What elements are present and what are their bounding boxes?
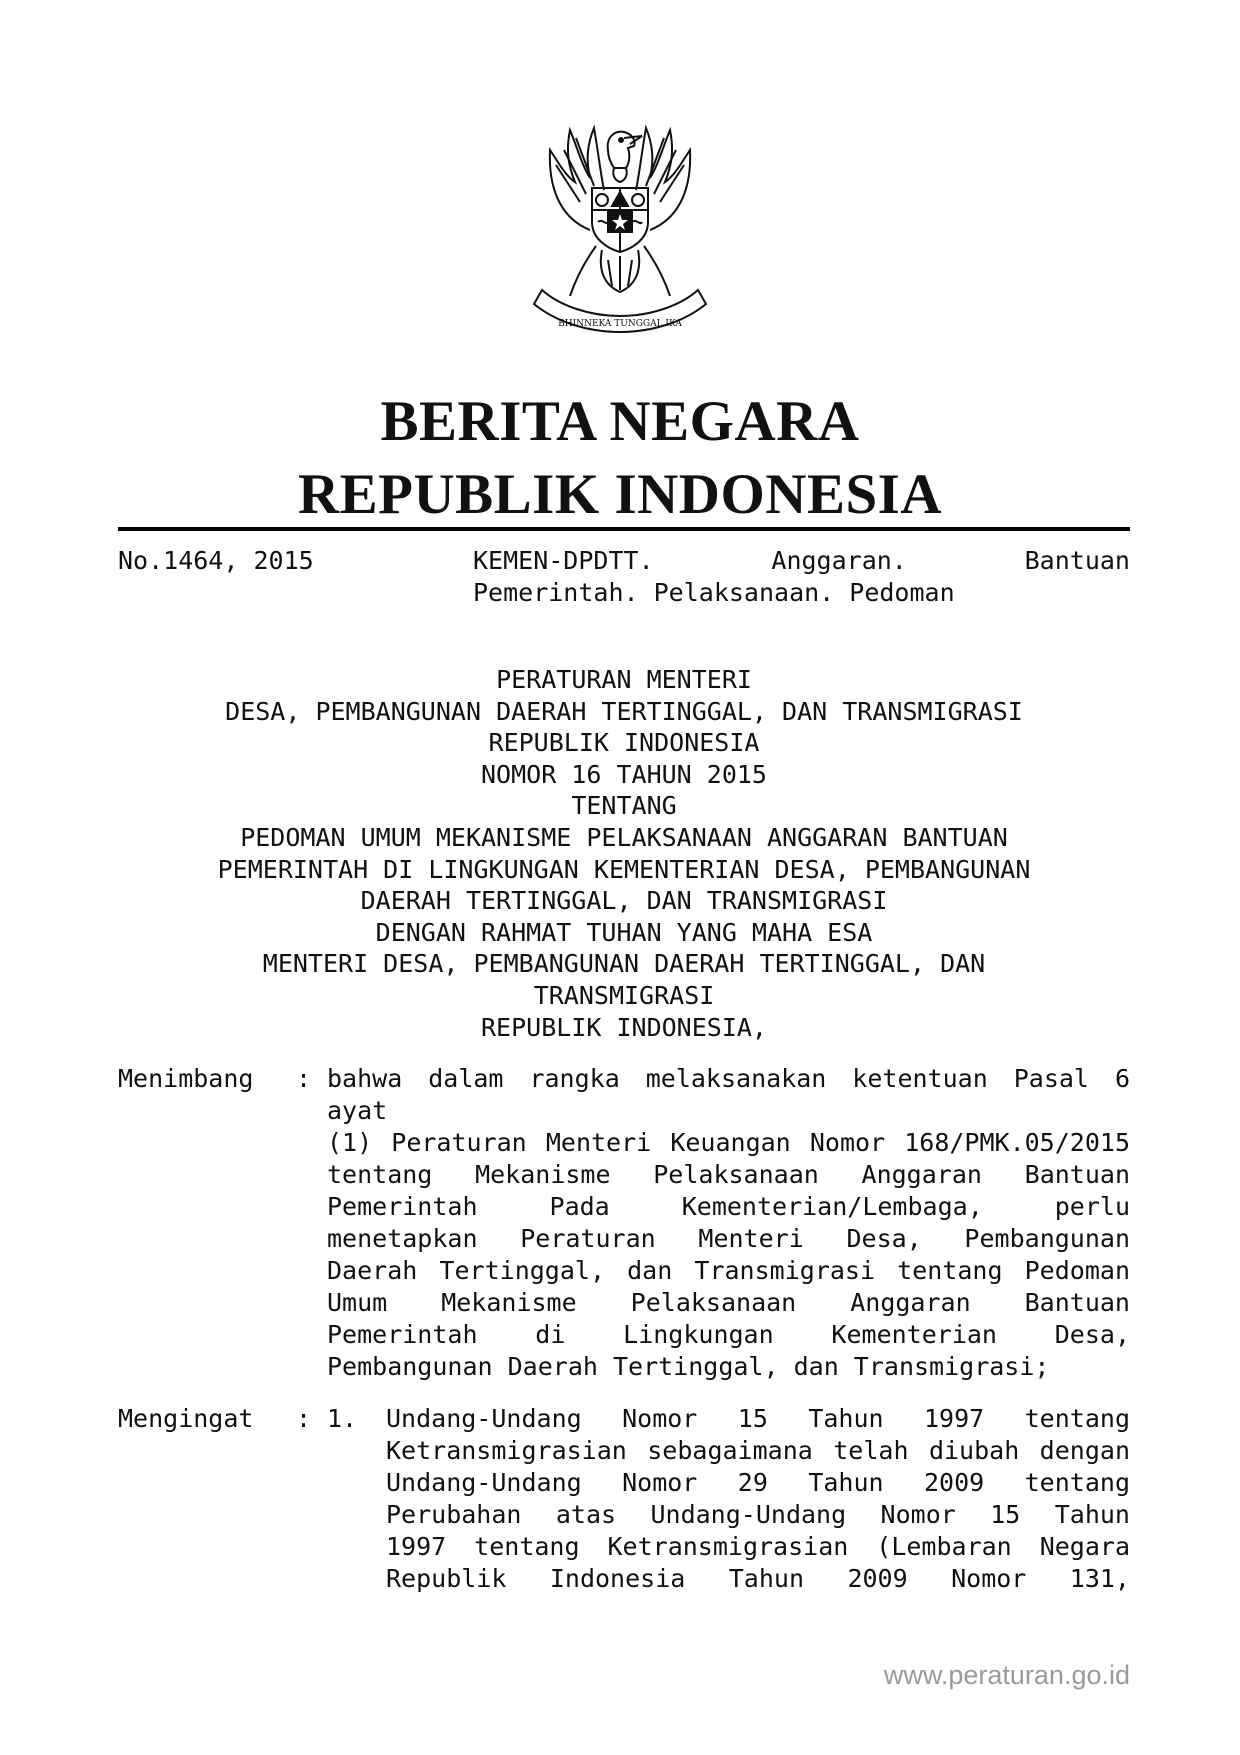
subject-word: Bantuan (1024, 546, 1130, 575)
mengingat-line: Perubahan atas Undang-Undang Nomor 15 Tahun (386, 1500, 1130, 1529)
garuda-emblem (520, 110, 720, 335)
title-line: REPUBLIK INDONESIA, (481, 1012, 767, 1042)
title-line: REPUBLIK INDONESIA (488, 728, 760, 758)
menimbang-line: tentang Mekanisme Pelaksanaan Anggaran Bantuan (327, 1160, 1130, 1189)
emblem-motto: BHINNEKA TUNGGAL IKA (558, 319, 682, 329)
title-line: DAERAH TERTINGGAL, DAN TRANSMIGRASI (360, 886, 888, 916)
mengingat-label: Mengingat (118, 1404, 254, 1433)
gazette-number: No.1464, 2015 (118, 546, 314, 575)
menimbang-line: Daerah Tertinggal, dan Transmigrasi tentang Pedoman (327, 1256, 1130, 1285)
menimbang-line: Pembangunan Daerah Tertinggal, dan Transmigrasi; (327, 1352, 1050, 1381)
mengingat-line: 1997 tentang Ketransmigrasian (Lembaran Negara (386, 1532, 1130, 1561)
menimbang-text (327, 1063, 1130, 1383)
masthead-rule (118, 527, 1130, 531)
title-line: DESA, PEMBANGUNAN DAERAH TERTINGGAL, DAN TRANSMIGRASI (225, 696, 1023, 726)
gazette-subject-line-1 (473, 545, 1130, 577)
gazette-subject (473, 545, 1130, 609)
menimbang-line: bahwa dalam rangka melaksanakan ketentuan Pasal 6 ayat (327, 1064, 1130, 1125)
mengingat-text (386, 1403, 1130, 1595)
menimbang-line: menetapkan Peraturan Menteri Desa, Pembangunan (327, 1224, 1130, 1253)
menimbang-line: Umum Mekanisme Pelaksanaan Anggaran Bantuan (327, 1288, 1130, 1317)
mengingat-line: Republik Indonesia Tahun 2009 Nomor 131, (386, 1564, 1130, 1593)
title-line: PEDOMAN UMUM MEKANISME PELAKSANAAN ANGGARAN BANTUAN (240, 822, 1008, 852)
mengingat-line: Undang-Undang Nomor 15 Tahun 1997 tentang (386, 1404, 1130, 1433)
menimbang-line: (1) Peraturan Menteri Keuangan Nomor 168/PMK.05/2015 (327, 1128, 1130, 1157)
menimbang-line: Pemerintah di Lingkungan Kementerian Desa, (327, 1320, 1130, 1349)
footer-url: www.peraturan.go.id (883, 1660, 1130, 1690)
masthead-line-2: REPUBLIK INDONESIA (297, 463, 943, 526)
regulation-title (118, 664, 1130, 1043)
mengingat-line: Ketransmigrasian sebagaimana telah diubah dengan (386, 1436, 1130, 1465)
gazette-subject-line-2: Pemerintah. Pelaksanaan. Pedoman (473, 578, 955, 607)
subject-word: KEMEN-DPDTT. (473, 546, 654, 575)
mengingat-item-number: 1. (327, 1404, 358, 1433)
subject-word: Anggaran. (771, 546, 907, 575)
mengingat-colon: : (296, 1404, 312, 1433)
title-line: TENTANG (571, 791, 677, 821)
title-line: MENTERI DESA, PEMBANGUNAN DAERAH TERTINGGAL, DAN (262, 949, 986, 979)
menimbang-colon: : (296, 1064, 312, 1093)
title-line: PEMERINTAH DI LINGKUNGAN KEMENTERIAN DESA, PEMBANGUNAN (217, 854, 1031, 884)
masthead-line-1: BERITA NEGARA (380, 390, 860, 453)
title-line: NOMOR 16 TAHUN 2015 (481, 759, 767, 789)
title-line: TRANSMIGRASI (533, 980, 715, 1010)
title-line: PERATURAN MENTERI (496, 665, 752, 694)
menimbang-label: Menimbang (118, 1064, 254, 1093)
menimbang-line: Pemerintah Pada Kementerian/Lembaga, perlu (327, 1192, 1130, 1221)
title-line: DENGAN RAHMAT TUHAN YANG MAHA ESA (375, 917, 873, 947)
mengingat-line: Undang-Undang Nomor 29 Tahun 2009 tentang (386, 1468, 1130, 1497)
